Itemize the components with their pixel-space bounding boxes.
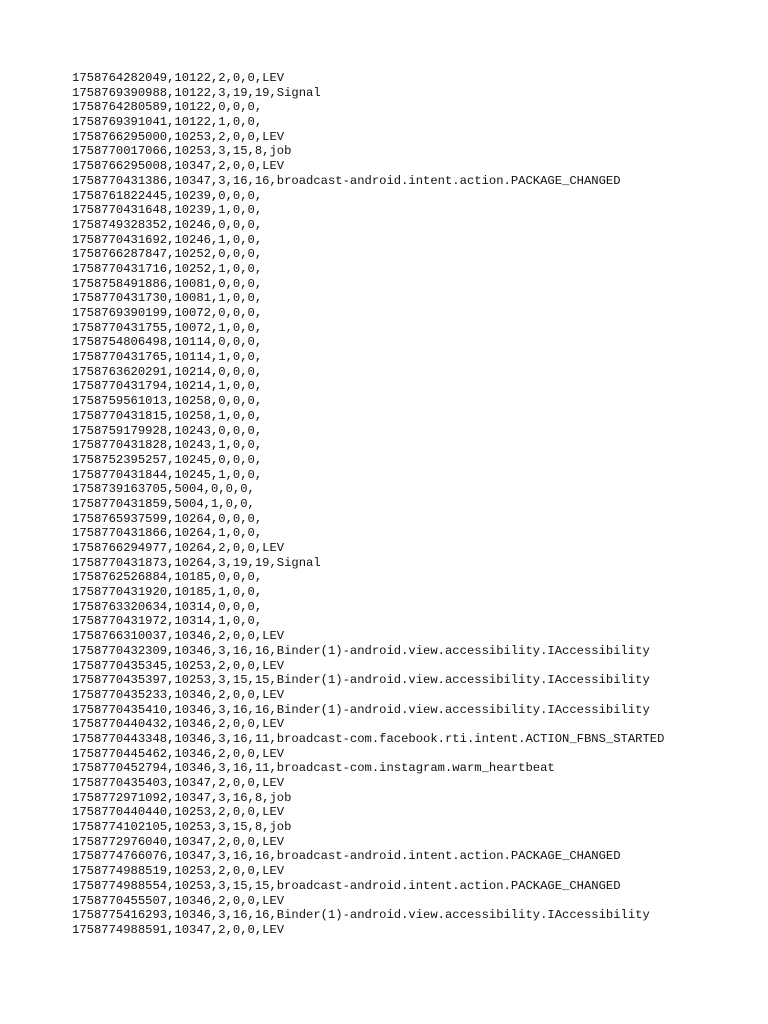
log-line: 1758762526884,10185,0,0,0, — [72, 570, 263, 585]
log-line: 1758770431859,5004,1,0,0, — [72, 496, 255, 511]
log-line: 1758770431765,10114,1,0,0, — [72, 350, 263, 365]
log-line: 1758774988519,10253,2,0,0,LEV — [72, 864, 285, 879]
log-line: 1758761822445,10239,0,0,0, — [72, 188, 263, 203]
log-line: 1758765937599,10264,0,0,0, — [72, 511, 263, 526]
log-line: 1758766295008,10347,2,0,0,LEV — [72, 159, 285, 174]
log-line: 1758770440440,10253,2,0,0,LEV — [72, 805, 285, 820]
log-line: 1758764280589,10122,0,0,0, — [72, 100, 263, 115]
log-line: 1758770431972,10314,1,0,0, — [72, 614, 263, 629]
log-line: 1758770432309,10346,3,16,16,Binder(1)-android.view.accessibility.IAccessibility — [72, 643, 650, 658]
log-line: 1758775416293,10346,3,16,16,Binder(1)-android.view.accessibility.IAccessibility — [72, 908, 650, 923]
log-line: 1758770431716,10252,1,0,0, — [72, 261, 263, 276]
log-line: 1758766287847,10252,0,0,0, — [72, 247, 263, 262]
log-line: 1758766294977,10264,2,0,0,LEV — [72, 541, 285, 555]
log-line: 1758763620291,10214,0,0,0, — [72, 364, 263, 379]
log-line: 1758752395257,10245,0,0,0, — [72, 452, 263, 467]
log-line: 1758759179928,10243,0,0,0, — [72, 423, 263, 438]
log-line: 1758770445462,10346,2,0,0,LEV — [72, 746, 285, 761]
log-line: 1758759561013,10258,0,0,0, — [72, 394, 263, 409]
log-line: 1758774988554,10253,3,15,15,broadcast-android.intent.action.PACKAGE_CHANGED — [72, 878, 621, 893]
log-line: 1758770440432,10346,2,0,0,LEV — [72, 717, 285, 732]
log-line: 1758770431920,10185,1,0,0, — [72, 585, 263, 600]
log-line: 1758770431692,10246,1,0,0, — [72, 232, 263, 247]
log-line: 1758770431828,10243,1,0,0, — [72, 438, 263, 453]
log-line: 1758770435345,10253,2,0,0,LEV — [72, 658, 285, 673]
log-line: 1758758491886,10081,0,0,0, — [72, 276, 263, 291]
log-line: 1758769391041,10122,1,0,0, — [72, 115, 263, 130]
log-line: 1758766295000,10253,2,0,0,LEV — [72, 129, 285, 144]
log-line: 1758770017066,10253,3,15,8,job — [72, 144, 292, 159]
log-line: 1758770431755,10072,1,0,0, — [72, 320, 263, 335]
log-line: 1758770431386,10347,3,16,16,broadcast-android.intent.action.PACKAGE_CHANGED — [72, 173, 621, 188]
log-line: 1758739163705,5004,0,0,0, — [72, 482, 255, 497]
log-line: 1758770435403,10347,2,0,0,LEV — [72, 776, 285, 790]
log-line: 1758770431648,10239,1,0,0, — [72, 203, 263, 218]
log-line: 1758770431794,10214,1,0,0, — [72, 379, 263, 394]
log-line: 1758770431873,10264,3,19,19,Signal — [72, 555, 321, 570]
log-line: 1758774988591,10347,2,0,0,LEV — [72, 922, 285, 937]
log-line: 1758763320634,10314,0,0,0, — [72, 599, 263, 614]
log-line: 1758770431866,10264,1,0,0, — [72, 526, 263, 541]
log-line: 1758769390988,10122,3,19,19,Signal — [72, 85, 321, 100]
log-line: 1758770431844,10245,1,0,0, — [72, 467, 263, 482]
log-line: 1758764282049,10122,2,0,0,LEV — [72, 71, 285, 85]
log-line: 1758769390199,10072,0,0,0, — [72, 306, 263, 320]
log-line: 1758770455507,10346,2,0,0,LEV — [72, 893, 285, 908]
log-line: 1758774766076,10347,3,16,16,broadcast-android.intent.action.PACKAGE_CHANGED — [72, 849, 621, 864]
log-line: 1758749328352,10246,0,0,0, — [72, 217, 263, 232]
log-line: 1758766310037,10346,2,0,0,LEV — [72, 629, 285, 644]
log-line: 1758770435410,10346,3,16,16,Binder(1)-android.view.accessibility.IAccessibility — [72, 702, 650, 717]
log-line: 1758772976040,10347,2,0,0,LEV — [72, 834, 285, 849]
log-line: 1758770443348,10346,3,16,11,broadcast-com.facebook.rti.intent.ACTION_FBNS_STARTED — [72, 731, 665, 746]
log-line: 1758770452794,10346,3,16,11,broadcast-com.instagram.warm_heartbeat — [72, 761, 555, 776]
log-line: 1758770435233,10346,2,0,0,LEV — [72, 687, 285, 702]
log-text-block — [72, 71, 752, 938]
log-line: 1758770431730,10081,1,0,0, — [72, 291, 263, 306]
log-line: 1758774102105,10253,3,15,8,job — [72, 820, 292, 835]
log-line: 1758772971092,10347,3,16,8,job — [72, 790, 292, 805]
log-line: 1758770431815,10258,1,0,0, — [72, 408, 263, 423]
log-line: 1758754806498,10114,0,0,0, — [72, 335, 263, 350]
log-line: 1758770435397,10253,3,15,15,Binder(1)-android.view.accessibility.IAccessibility — [72, 673, 650, 688]
